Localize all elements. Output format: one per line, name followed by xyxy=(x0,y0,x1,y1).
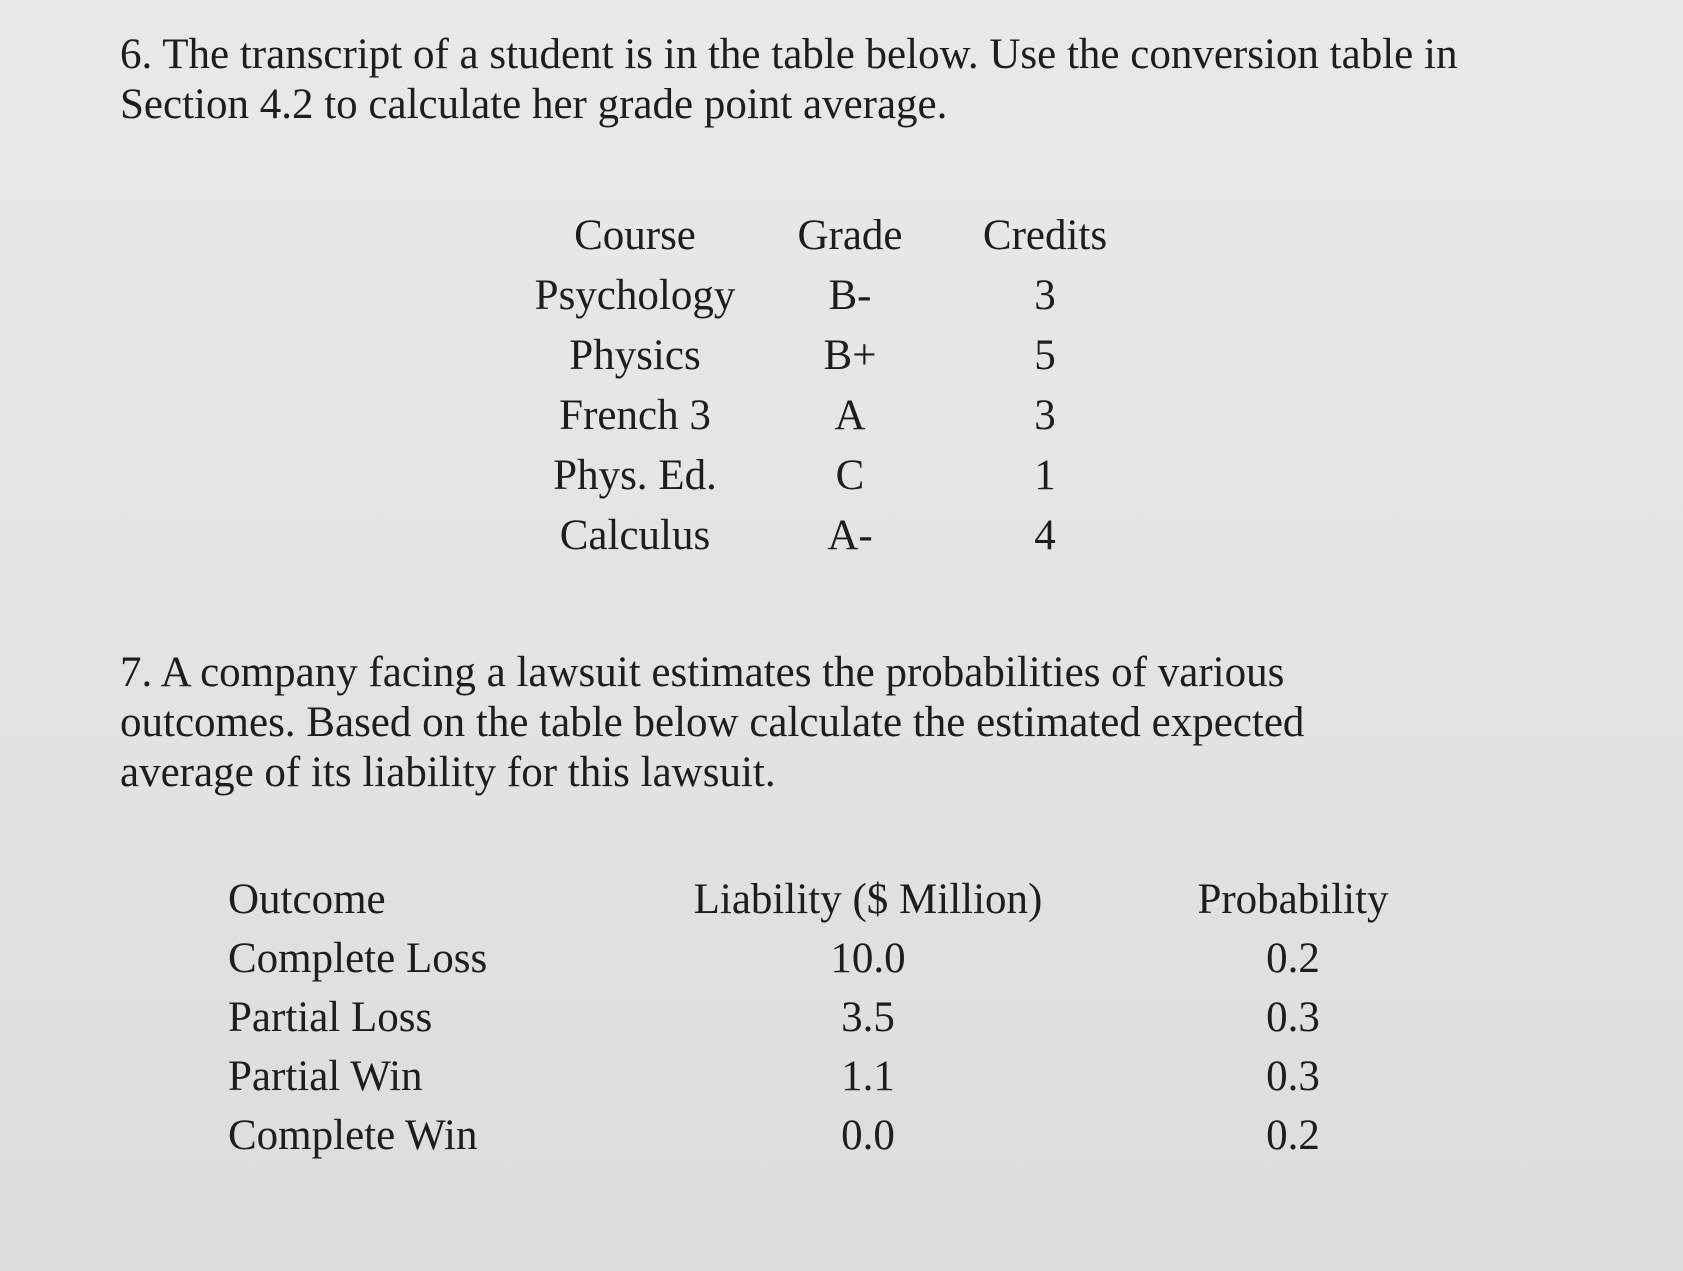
header-grade: Grade xyxy=(797,211,903,259)
grade-cell: B- xyxy=(828,271,872,319)
problem-6 xyxy=(120,30,1560,130)
table-row xyxy=(228,1106,1508,1165)
table-row xyxy=(228,1047,1508,1106)
credits-cell: 1 xyxy=(1034,451,1056,499)
credits-cell: 3 xyxy=(1034,271,1056,319)
problem-6-number: 6. xyxy=(120,31,153,78)
table-row xyxy=(520,385,1140,445)
table-row xyxy=(228,988,1508,1047)
table-row xyxy=(520,445,1140,505)
header-liability: Liability ($ Million) xyxy=(693,876,1043,923)
liability-cell: 0.0 xyxy=(841,1112,895,1159)
problem-7-number: 7. xyxy=(120,649,153,696)
probability-cell: 0.2 xyxy=(1266,935,1320,982)
probability-cell: 0.3 xyxy=(1266,1053,1320,1100)
table-row xyxy=(520,265,1140,325)
grade-cell: B+ xyxy=(823,331,877,379)
problem-7 xyxy=(120,648,1390,798)
course-cell: French 3 xyxy=(559,391,711,439)
header-outcome: Outcome xyxy=(228,876,386,923)
grade-cell: C xyxy=(835,451,865,499)
credits-cell: 4 xyxy=(1034,511,1056,559)
liability-cell: 10.0 xyxy=(830,935,906,982)
outcome-cell: Partial Win xyxy=(228,1053,423,1100)
table-row xyxy=(520,505,1140,565)
transcript-header-row xyxy=(520,205,1140,265)
grade-cell: A- xyxy=(827,511,873,559)
outcome-cell: Partial Loss xyxy=(228,994,433,1041)
table-row xyxy=(228,929,1508,988)
course-cell: Physics xyxy=(569,331,701,379)
header-course: Course xyxy=(574,211,696,259)
problem-6-text: The transcript of a student is in the table below. Use the conversion table in Section 4.2 to calculate her grade point average. xyxy=(120,31,1458,128)
probability-cell: 0.3 xyxy=(1266,994,1320,1041)
course-cell: Phys. Ed. xyxy=(553,451,717,499)
credits-cell: 5 xyxy=(1034,331,1056,379)
course-cell: Calculus xyxy=(559,511,711,559)
course-cell: Psychology xyxy=(534,271,736,319)
lawsuit-table xyxy=(228,870,1508,1165)
problem-7-text: A company facing a lawsuit estimates the probabilities of various outcomes. Based on the table below calculate the estimated expected average of its liability for this lawsuit. xyxy=(120,649,1305,796)
outcome-cell: Complete Win xyxy=(228,1112,478,1159)
credits-cell: 3 xyxy=(1034,391,1056,439)
table-row xyxy=(520,325,1140,385)
transcript-table xyxy=(520,205,1140,565)
liability-cell: 3.5 xyxy=(841,994,895,1041)
lawsuit-header-row xyxy=(228,870,1508,929)
probability-cell: 0.2 xyxy=(1266,1112,1320,1159)
grade-cell: A xyxy=(834,391,866,439)
liability-cell: 1.1 xyxy=(841,1053,895,1100)
header-credits: Credits xyxy=(982,211,1108,259)
outcome-cell: Complete Loss xyxy=(228,935,488,982)
header-probability: Probability xyxy=(1197,876,1389,923)
